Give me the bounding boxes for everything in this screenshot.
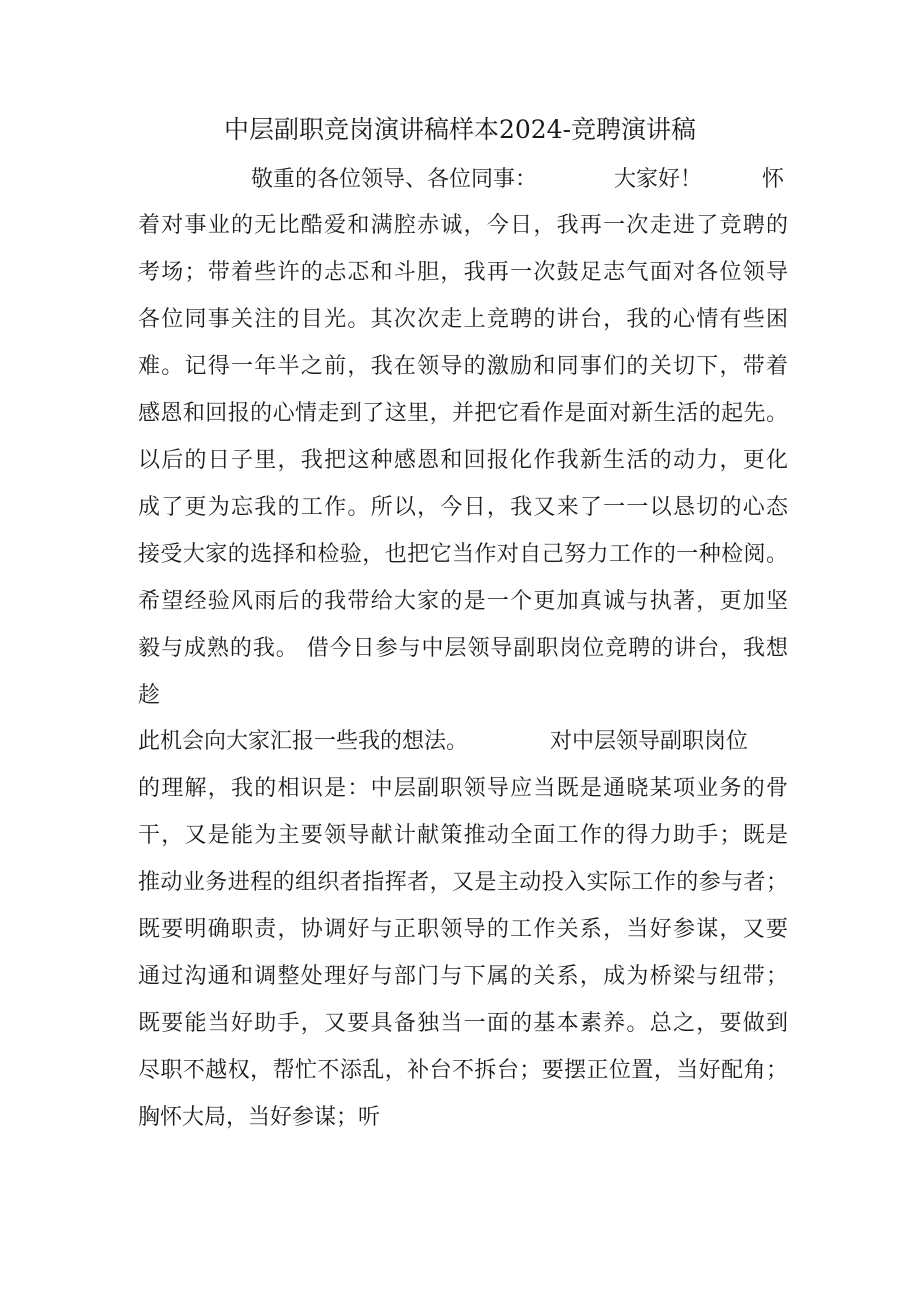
paragraph-line: 通过沟通和调整处理好与部门与下属的关系，成为桥梁与纽带； — [138, 964, 788, 989]
paragraph-start-text: 怀 — [762, 167, 785, 192]
paragraph-line: 难。记得一年半之前，我在领导的激励和同事们的关切下，带着 — [138, 354, 788, 379]
greeting-hello-text: 大家好！ — [614, 167, 703, 192]
paragraph-line: 着对事业的无比酷爱和满腔赤诚，今日，我再一次走进了竞聘的 — [138, 213, 788, 238]
paragraph-line: 胸怀大局，当好参谋；听 — [138, 1105, 381, 1130]
paragraph-line: 干，又是能为主要领导献计献策推动全面工作的得力助手；既是 — [138, 823, 788, 848]
salutation-text: 敬重的各位领导、各位同事： — [251, 167, 538, 192]
paragraph-line: 接受大家的选择和检验，也把它当作对自己努力工作的一种检阅。 — [138, 542, 788, 567]
paragraph-line: 各位同事关注的目光。其次次走上竞聘的讲台，我的心情有些困 — [138, 307, 788, 332]
paragraph-line: 以后的日子里，我把这种感恩和回报化作我新生活的动力，更化 — [138, 448, 788, 473]
paragraph-line: 推动业务进程的组织者指挥者，又是主动投入实际工作的参与者； — [138, 870, 788, 895]
paragraph-line: 考场；带着些许的忐忑和斗胆，我再一次鼓足志气面对各位领导 — [138, 260, 788, 285]
paragraph-line: 感恩和回报的心情走到了这里，并把它看作是面对新生活的起先。 — [138, 401, 788, 426]
paragraph-line: 毅与成熟的我。 借今日参与中层领导副职岗位竞聘的讲台，我想 — [138, 636, 788, 661]
paragraph-line: 的理解，我的相识是：中层副职领导应当既是通晓某项业务的骨 — [138, 776, 788, 801]
paragraph-line: 希望经验风雨后的我带给大家的是一个更加真诚与执著，更加坚 — [138, 589, 788, 614]
paragraph-line: 既要能当好助手，又要具备独当一面的基本素养。总之，要做到 — [138, 1011, 788, 1036]
document-title: 中层副职竞岗演讲稿样本2024-竞聘演讲稿 — [223, 115, 697, 144]
paragraph-line: 既要明确职责，协调好与正职领导的工作关系，当好参谋，又要 — [138, 917, 788, 942]
paragraph-line: 尽职不越权，帮忙不添乱，补台不拆台；要摆正位置，当好配角； — [138, 1058, 788, 1083]
paragraph-line-right: 对中层领导副职岗位 — [550, 729, 749, 754]
paragraph-line: 成了更为忘我的工作。所以，今日，我又来了一一以恳切的心态 — [138, 495, 788, 520]
paragraph-line-left: 此机会向大家汇报一些我的想法。 — [138, 729, 469, 754]
paragraph-line: 趁 — [138, 683, 161, 708]
